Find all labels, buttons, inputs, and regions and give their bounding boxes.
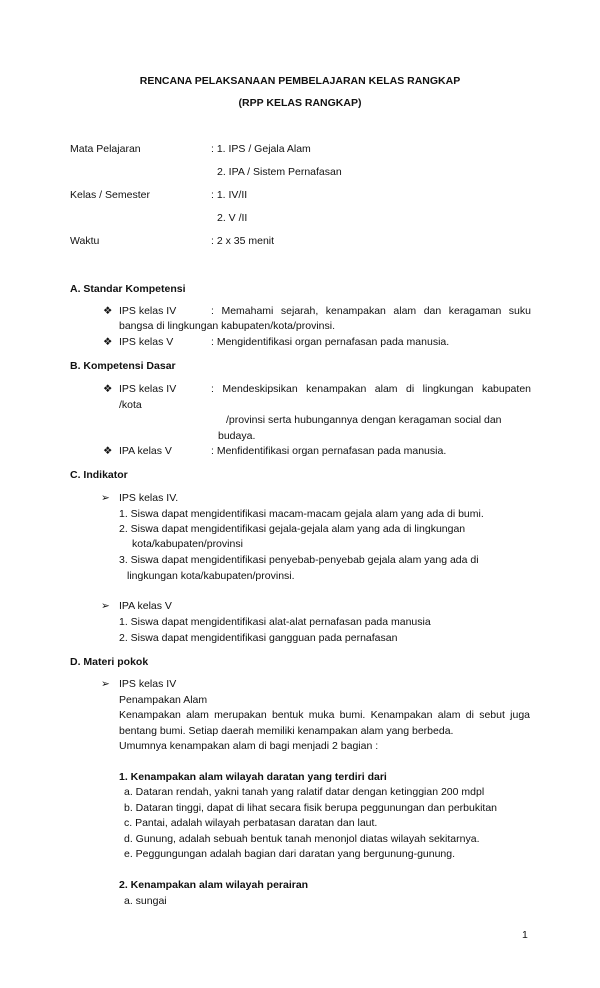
arrow-bullet-icon: ➢ <box>101 600 110 612</box>
kd-item1-text-end: budaya. <box>218 430 256 442</box>
diamond-bullet-icon: ❖ <box>103 336 113 348</box>
materi-sub2-heading: 2. Kenampakan alam wilayah perairan <box>119 879 309 891</box>
kelas-label: Kelas / Semester <box>70 189 150 201</box>
indikator-heading: C. Indikator <box>70 469 128 481</box>
kd-item2-label: IPA kelas V <box>119 445 172 457</box>
indikator-ips-2: 2. Siswa dapat mengidentifikasi gejala-gejala alam yang ada di lingkungan <box>119 523 466 535</box>
materi-paragraph-line1: Kenampakan alam merupakan bentuk muka bumi. Kenampakan alam di sebut juga <box>119 709 530 721</box>
diamond-bullet-icon: ❖ <box>103 305 113 317</box>
materi-paragraph-line3: Umumnya kenampakan alam di bagi menjadi 2 bagian : <box>119 740 379 752</box>
sk-item1-label: IPS kelas IV <box>119 305 177 317</box>
arrow-bullet-icon: ➢ <box>101 678 110 690</box>
sk-heading: A. Standar Kompetensi <box>70 283 186 295</box>
indikator-ips-3-cont: lingkungan kota/kabupaten/provinsi. <box>127 570 295 582</box>
diamond-bullet-icon: ❖ <box>103 445 113 457</box>
kelas-value-2: 2. V /II <box>217 212 248 224</box>
materi-sub1-d: d. Gunung, adalah sebuah bentuk tanah menonjol diatas wilayah sekitarnya. <box>124 833 480 845</box>
kd-item1-text: : Mendeskipsikan kenampakan alam di lingkungan kabupaten <box>211 383 531 395</box>
mapel-value-1: : 1. IPS / Gejala Alam <box>211 143 311 155</box>
materi-sub1-heading: 1. Kenampakan alam wilayah daratan yang terdiri dari <box>119 771 387 783</box>
materi-subtitle: Penampakan Alam <box>119 694 208 706</box>
indikator-ipa-2: 2. Siswa dapat mengidentifikasi gangguan pada pernafasan <box>119 632 398 644</box>
waktu-label: Waktu <box>70 235 100 247</box>
kd-item1-label-cont: /kota <box>119 399 142 411</box>
materi-sub1-a: a. Dataran rendah, yakni tanah yang ralatif datar dengan ketinggian 200 mdpl <box>124 786 485 798</box>
indikator-ipa-label: IPA kelas V <box>119 600 172 612</box>
diamond-bullet-icon: ❖ <box>103 383 113 395</box>
kd-item1-label: IPS kelas IV <box>119 383 177 395</box>
materi-sub1-b: b. Dataran tinggi, dapat di lihat secara fisik berupa peggunungan dan perbukitan <box>124 802 498 814</box>
page-title: RENCANA PELAKSANAAN PEMBELAJARAN KELAS RANGKAP <box>139 75 461 87</box>
page-subtitle: (RPP KELAS RANGKAP) <box>238 97 362 109</box>
kelas-value-1: : 1. IV/II <box>211 189 248 201</box>
materi-paragraph-line2: bentang bumi. Setiap daerah memiliki kenampakan alam yang berbeda. <box>119 725 454 737</box>
sk-item2-label: IPS kelas V <box>119 336 174 348</box>
materi-heading: D. Materi pokok <box>70 656 149 668</box>
waktu-value: : 2 x 35 menit <box>211 235 275 247</box>
indikator-ips-2-cont: kota/kabupaten/provinsi <box>132 538 243 550</box>
page-number: 1 <box>522 929 528 941</box>
materi-sub1-e: e. Peggungungan adalah bagian dari daratan yang bergunung-gunung. <box>124 848 456 860</box>
mapel-value-2: 2. IPA / Sistem Pernafasan <box>217 166 342 178</box>
kd-item2-text: : Menfidentifikasi organ pernafasan pada manusia. <box>211 445 447 457</box>
kd-item1-text-cont: /provinsi serta hubungannya dengan keragaman social dan <box>226 414 502 426</box>
indikator-ips-label: IPS kelas IV. <box>119 492 179 504</box>
arrow-bullet-icon: ➢ <box>101 492 110 504</box>
sk-item2-text: : Mengidentifikasi organ pernafasan pada manusia. <box>211 336 450 348</box>
mapel-label: Mata Pelajaran <box>70 143 141 155</box>
materi-sub1-c: c. Pantai, adalah wilayah perbatasan daratan dan laut. <box>124 817 378 829</box>
sk-item1-text: : Memahami sejarah, kenampakan alam dan keragaman suku <box>211 305 531 317</box>
materi-sub2-a: a. sungai <box>124 895 167 907</box>
materi-ips-label: IPS kelas IV <box>119 678 177 690</box>
indikator-ips-1: 1. Siswa dapat mengidentifikasi macam-macam gejala alam yang ada di bumi. <box>119 508 484 520</box>
kd-heading: B. Kompetensi Dasar <box>70 360 176 372</box>
sk-item1-text-cont: bangsa di lingkungan kabupaten/kota/provinsi. <box>119 320 335 332</box>
indikator-ipa-1: 1. Siswa dapat mengidentifikasi alat-alat pernafasan pada manusia <box>119 616 431 628</box>
indikator-ips-3: 3. Siswa dapat mengidentifikasi penyebab-penyebab gejala alam yang ada di <box>119 554 479 566</box>
